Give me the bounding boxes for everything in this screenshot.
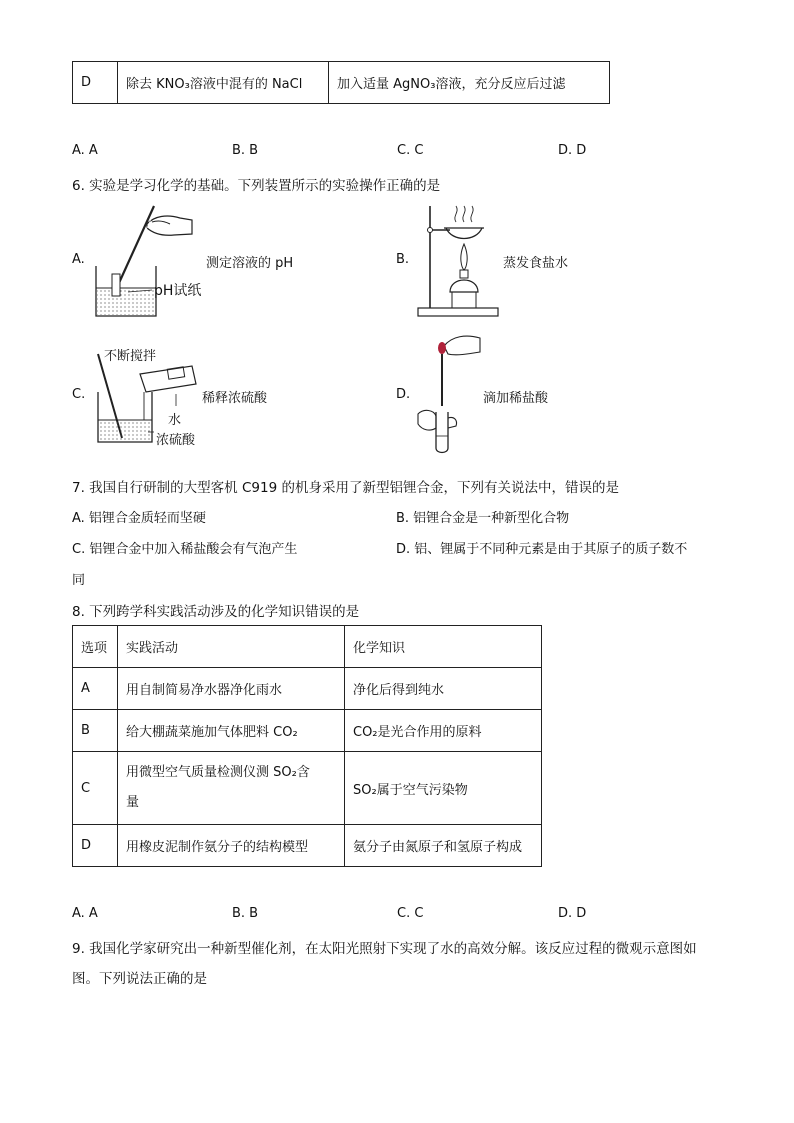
- q8-option-a[interactable]: A. A: [72, 906, 98, 921]
- table-row: [73, 752, 542, 825]
- q7-option-d-line2: 同: [72, 573, 86, 588]
- q8-stem: 8. 下列跨学科实践活动涉及的化学知识错误的是: [72, 604, 360, 620]
- top-table-opt: D: [73, 62, 118, 104]
- q8-header-knowledge: 化学知识: [345, 626, 542, 668]
- top-table-goal: 除去 KNO₃溶液中混有的 NaCl: [118, 62, 329, 104]
- q8-option-d[interactable]: D. D: [558, 906, 587, 921]
- q8-row-a-activity: 用自制简易净水器净化雨水: [118, 668, 345, 710]
- q7-option-a[interactable]: A. 铝锂合金质轻而坚硬: [72, 511, 206, 526]
- q8-row-d-opt: D: [73, 825, 118, 867]
- top-table: [72, 61, 610, 104]
- q6-d-letter[interactable]: D.: [396, 387, 411, 402]
- dropper-illustration: [414, 332, 484, 458]
- evaporation-illustration: [416, 204, 501, 320]
- q8-option-b[interactable]: B. B: [232, 906, 259, 921]
- q5-option-a[interactable]: A. A: [72, 143, 98, 158]
- q6-c-letter[interactable]: C.: [72, 387, 86, 402]
- q8-row-b-knowledge: CO₂是光合作用的原料: [345, 710, 542, 752]
- q6-a-letter[interactable]: A.: [72, 252, 85, 267]
- q8-row-c-activity-line2: 量: [126, 795, 140, 810]
- q8-row-d-knowledge: 氨分子由氮原子和氢原子构成: [345, 825, 542, 867]
- q5-option-b[interactable]: B. B: [232, 143, 259, 158]
- q8-row-a-opt: A: [73, 668, 118, 710]
- q8-header-activity: 实践活动: [118, 626, 345, 668]
- q7-stem: 7. 我国自行研制的大型客机 C919 的机身采用了新型铝锂合金，下列有关说法中，错误的是: [72, 480, 619, 496]
- q8-row-a-knowledge: 净化后得到纯水: [345, 668, 542, 710]
- q6-c-caption: 稀释浓硫酸: [202, 391, 268, 406]
- q8-row-c-opt: C: [73, 752, 118, 825]
- table-row: [73, 825, 542, 867]
- q8-row-b-opt: B: [73, 710, 118, 752]
- q6-d-caption: 滴加稀盐酸: [483, 391, 549, 406]
- q9-stem-line2: 图。下列说法正确的是: [72, 971, 207, 987]
- table-row: [73, 668, 542, 710]
- q7-option-d-line1[interactable]: D. 铝、锂属于不同种元素是由于其原子的质子数不: [396, 542, 688, 557]
- q7-option-b[interactable]: B. 铝锂合金是一种新型化合物: [396, 511, 570, 526]
- q8-option-c[interactable]: C. C: [397, 906, 424, 921]
- q6-a-ph-label: pH试纸: [154, 283, 202, 299]
- table-row: [73, 710, 542, 752]
- q9-stem-line1: 9. 我国化学家研究出一种新型催化剂，在太阳光照射下实现了水的高效分解。该反应过程的微观示意图如: [72, 941, 697, 957]
- q6-b-caption: 蒸发食盐水: [503, 256, 569, 271]
- ph-test-illustration: [92, 202, 197, 320]
- q6-a-caption: 测定溶液的 pH: [206, 256, 294, 271]
- q6-c-stir-label: 不断搅拌: [104, 349, 157, 364]
- q7-option-c[interactable]: C. 铝锂合金中加入稀盐酸会有气泡产生: [72, 542, 298, 557]
- q5-option-d[interactable]: D. D: [558, 143, 587, 158]
- q6-c-acid-label: 浓硫酸: [156, 433, 196, 448]
- q8-table: [72, 625, 542, 867]
- q6-stem: 6. 实验是学习化学的基础。下列装置所示的实验操作正确的是: [72, 178, 441, 194]
- q8-row-c-activity-line1: 用微型空气质量检测仪测 SO₂含: [126, 765, 310, 780]
- q6-b-letter[interactable]: B.: [396, 252, 410, 267]
- q8-row-b-activity: 给大棚蔬菜施加气体肥料 CO₂: [118, 710, 345, 752]
- q8-header-opt: 选项: [73, 626, 118, 668]
- q5-option-c[interactable]: C. C: [397, 143, 424, 158]
- q8-row-c-knowledge: SO₂属于空气污染物: [345, 752, 542, 825]
- q6-c-water-label: 水: [168, 413, 182, 428]
- q8-row-d-activity: 用橡皮泥制作氨分子的结构模型: [118, 825, 345, 867]
- q8-row-c-activity: [118, 752, 345, 825]
- top-table-method: 加入适量 AgNO₃溶液，充分反应后过滤: [329, 62, 610, 104]
